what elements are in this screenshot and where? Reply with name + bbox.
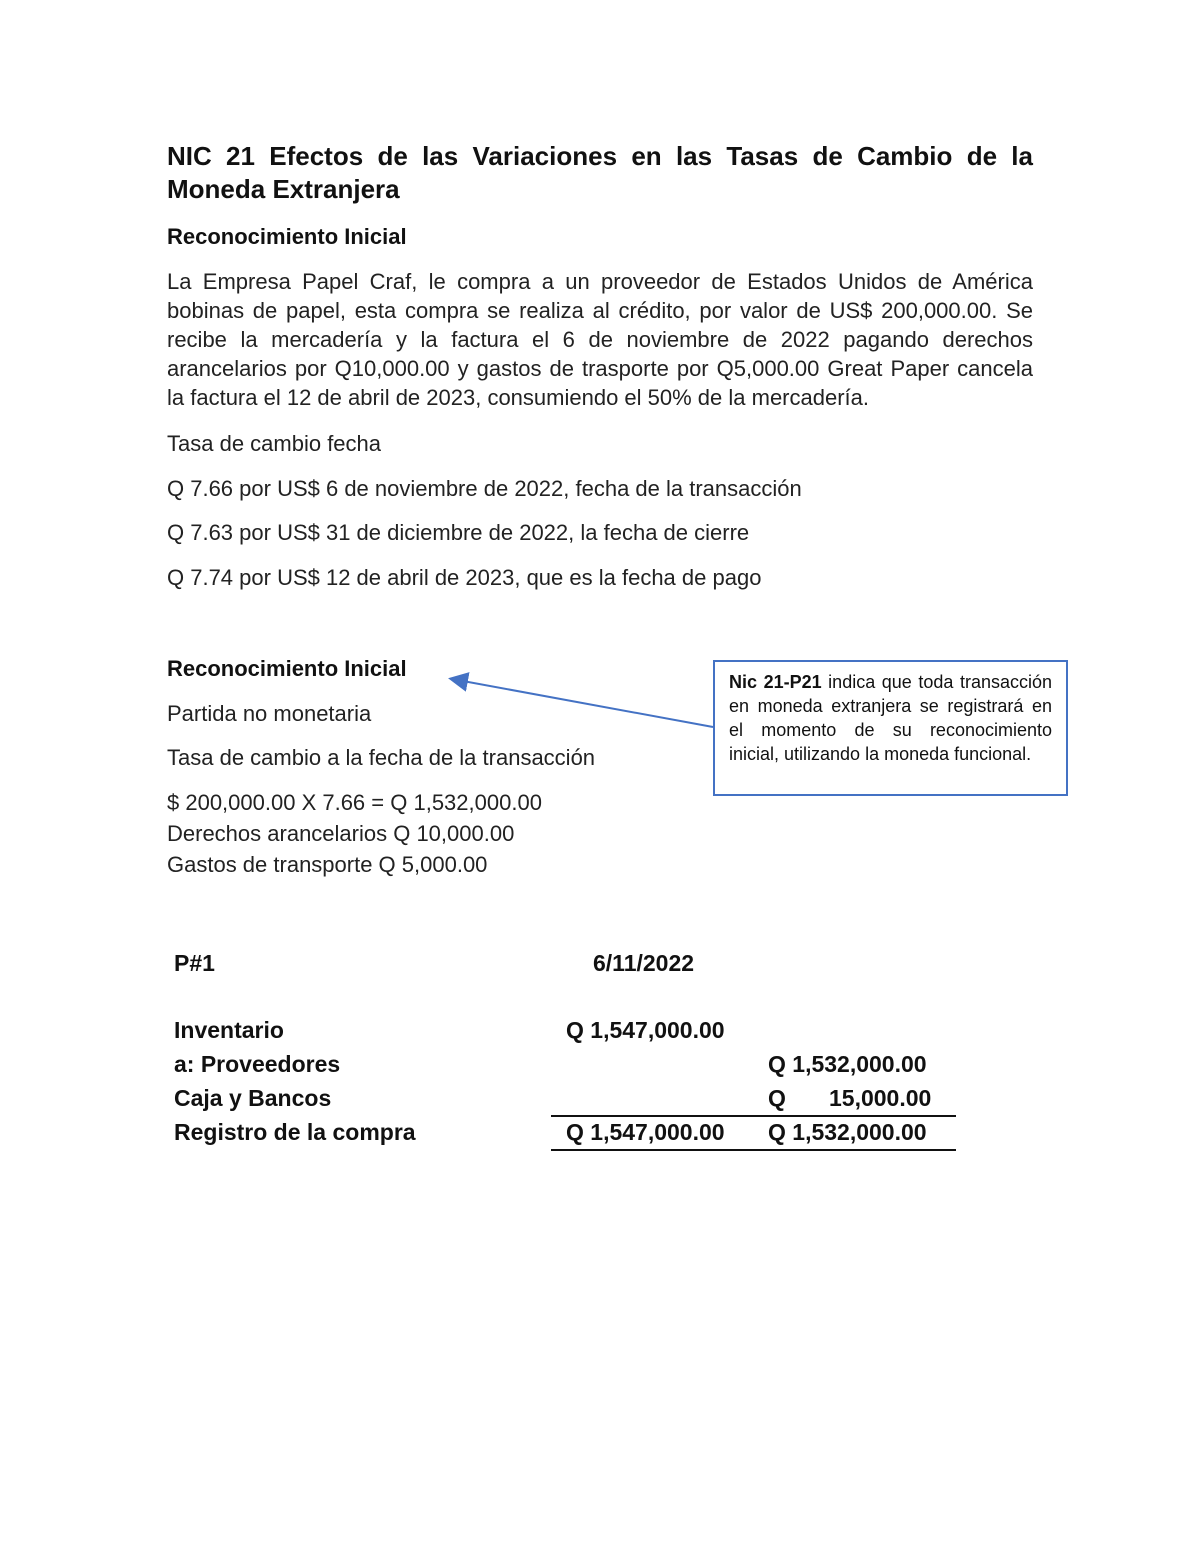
note-text: indica que toda transacción en moneda extranjera se registrará en el momento de su reconocimiento inicial, utilizando la moneda funcional.	[729, 672, 1052, 764]
case-paragraph: La Empresa Papel Craf, le compra a un proveedor de Estados Unidos de América bobinas de papel, esta compra se realiza al crédito, por valor de US$ 200,000.00. Se recibe la mercadería y la factura el 6 de noviembre de 2022 pagando derechos arancelarios por Q10,000.00 y gastos de trasporte por Q5,000.00 Great Paper cancela la factura el 12 de abril de 2023, consumiendo el 50% de la mercadería.	[167, 269, 1033, 410]
entry-date: 6/11/2022	[593, 950, 695, 976]
section-heading-2: Reconocimiento Inicial	[167, 656, 407, 681]
total-rule	[551, 1149, 956, 1151]
rate-line: Q 7.74 por US$ 12 de abril de 2023, que es la fecha de pago	[167, 565, 762, 590]
credit-currency: Q	[768, 1085, 786, 1111]
note-reference: Nic 21-P21	[729, 672, 822, 692]
calc-line: Derechos arancelarios Q 10,000.00	[167, 821, 515, 846]
subtotal-rule	[551, 1115, 956, 1117]
entry-number: P#1	[174, 950, 215, 976]
callout-note	[713, 660, 1068, 796]
rate-type: Tasa de cambio a la fecha de la transacción	[167, 745, 596, 770]
account-name: a: Proveedores	[174, 1051, 341, 1077]
total-credit: Q 1,532,000.00	[768, 1119, 927, 1145]
account-name: Inventario	[174, 1017, 284, 1043]
total-debit: Q 1,547,000.00	[566, 1119, 725, 1145]
page-title: NIC 21 Efectos de las Variaciones en las Tasas de Cambio de la Moneda Extranjera	[167, 141, 1033, 204]
section-heading-1: Reconocimiento Inicial	[167, 224, 407, 249]
calc-line: $ 200,000.00 X 7.66 = Q 1,532,000.00	[167, 790, 542, 815]
credit-amount: 15,000.00	[829, 1085, 932, 1111]
credit-amount: Q 1,532,000.00	[768, 1051, 927, 1077]
rate-line: Q 7.66 por US$ 6 de noviembre de 2022, fecha de la transacción	[167, 476, 802, 501]
rates-heading: Tasa de cambio fecha	[167, 431, 382, 456]
item-type: Partida no monetaria	[167, 701, 372, 726]
rate-line: Q 7.63 por US$ 31 de diciembre de 2022, la fecha de cierre	[167, 520, 750, 545]
calc-line: Gastos de transporte Q 5,000.00	[167, 852, 488, 877]
total-label: Registro de la compra	[174, 1119, 416, 1145]
account-name: Caja y Bancos	[174, 1085, 332, 1111]
debit-amount: Q 1,547,000.00	[566, 1017, 725, 1043]
